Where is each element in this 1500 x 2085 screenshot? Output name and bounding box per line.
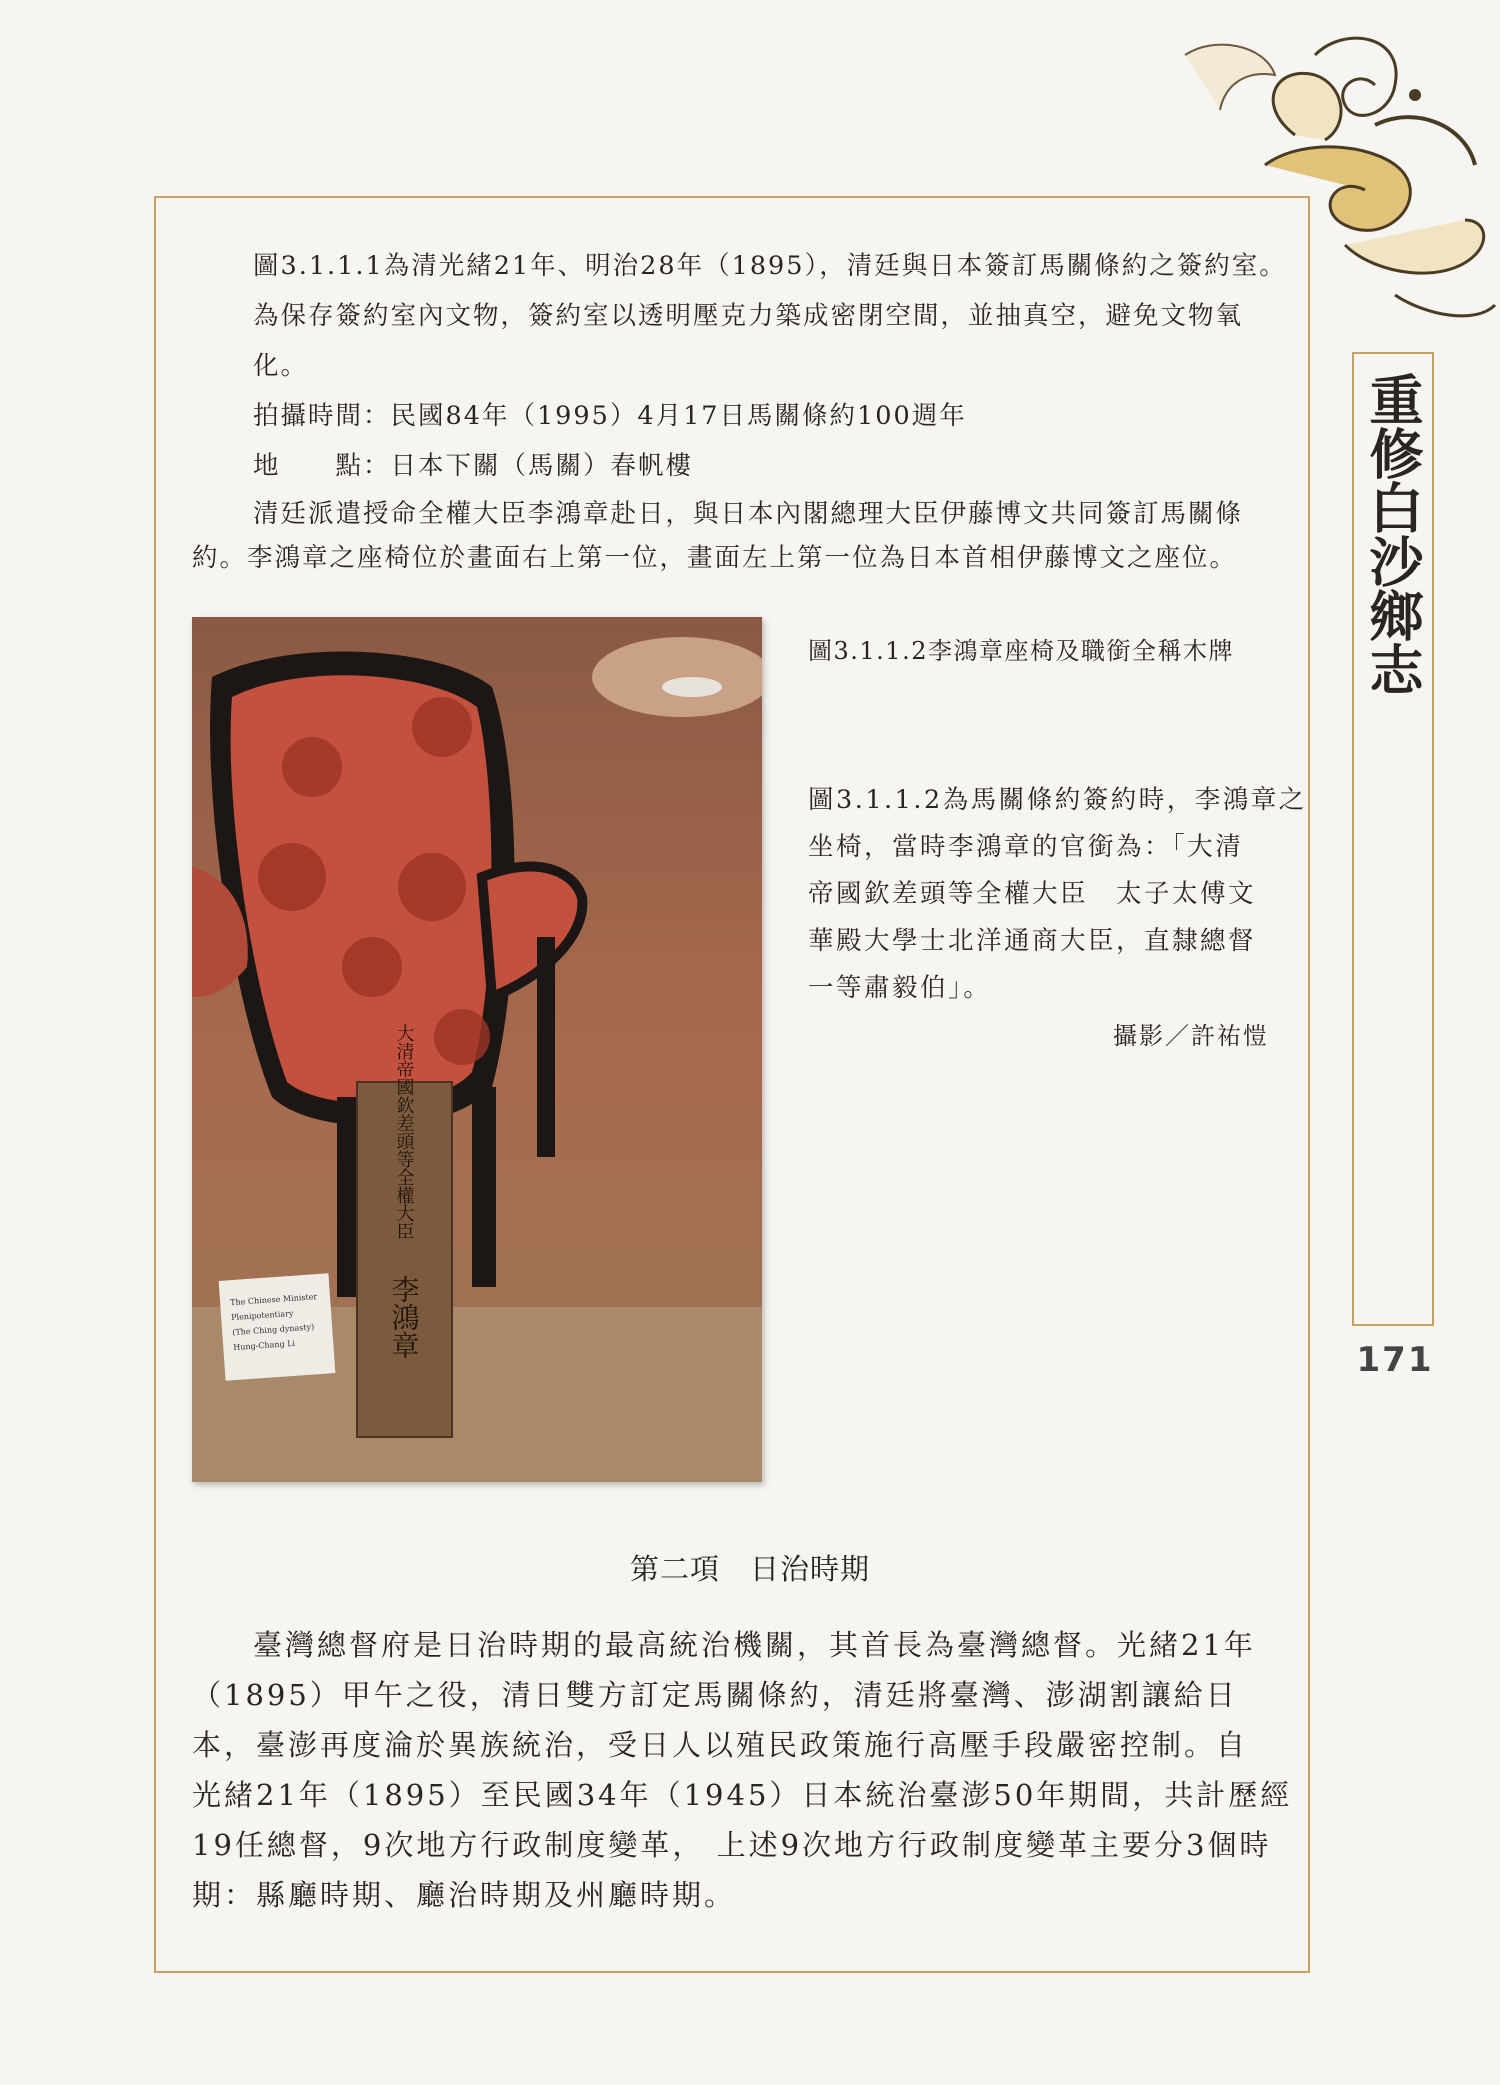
section-heading: 第二項 日治時期 [629,1552,870,1586]
plaque-title: 大清帝國欽差頭等全權大臣 [393,1024,415,1240]
chair-photo-illustration [192,617,762,1482]
card-line: (The Ching dynasty) [231,1322,315,1338]
caption-line: 華殿大學士北洋通商大臣，直隸總督 [808,926,1257,956]
body-line: 臺灣總督府是日治時期的最高統治機關，其首長為臺灣總督。光緒21年 [253,1628,1256,1662]
card-line: The Chinese Minister [229,1292,318,1308]
body-line: 期：縣廳時期、廳治時期及州廳時期。 [192,1878,737,1912]
plaque-name: 李鴻章 [387,1275,421,1359]
chair-photo [192,617,762,1482]
intro-line: 約。李鴻章之座椅位於畫面右上第一位，畫面左上第一位為日本首相伊藤博文之座位。 [192,543,1238,573]
card-line: Plenipotentiary [230,1308,294,1323]
card-line: Hung-Chang Li [233,1338,296,1353]
photo-credit: 攝影／許祐愷 [1113,1022,1269,1050]
body-line: （1895）甲午之役，清日雙方訂定馬關條約，清廷將臺灣、澎湖割讓給日 [192,1678,1238,1712]
intro-line: 清廷派遣授命全權大臣李鴻章赴日，與日本內閣總理大臣伊藤博文共同簽訂馬關條 [253,499,1244,529]
intro-line: 圖3.1.1.1為清光緒21年、明治28年（1895），清廷與日本簽訂馬關條約之簽約室。 [253,251,1287,281]
caption-line: 坐椅，當時李鴻章的官銜為：「大清 [808,832,1244,862]
caption-line: 一等肅毅伯」。 [808,973,992,1003]
intro-line: 地 點：日本下關（馬關）春帆樓 [253,451,694,481]
page-number: 171 [1356,1340,1434,1380]
body-line: 本，臺澎再度淪於異族統治，受日人以殖民政策施行高壓手段嚴密控制。自 [192,1728,1249,1762]
caption-line: 帝國欽差頭等全權大臣 太子太傅文 [808,879,1257,909]
figure-title: 圖3.1.1.2李鴻章座椅及職銜全稱木牌 [808,637,1234,665]
body-line: 光緒21年（1895）至民國34年（1945）日本統治臺澎50年期間，共計歷經 [192,1778,1293,1812]
side-title: 重修白沙鄉志 [1361,372,1425,696]
body-line: 19任總督，9次地方行政制度變革， 上述9次地方行政制度變革主要分3個時 [192,1828,1272,1862]
intro-line: 為保存簽約室內文物，簽約室以透明壓克力築成密閉空間，並抽真空，避免文物氧 [253,301,1244,331]
intro-line: 化。 [253,351,309,381]
caption-line: 圖3.1.1.2為馬關條約簽約時，李鴻章之 [808,785,1307,815]
intro-line: 拍攝時間：民國84年（1995）4月17日馬關條約100週年 [253,401,967,431]
